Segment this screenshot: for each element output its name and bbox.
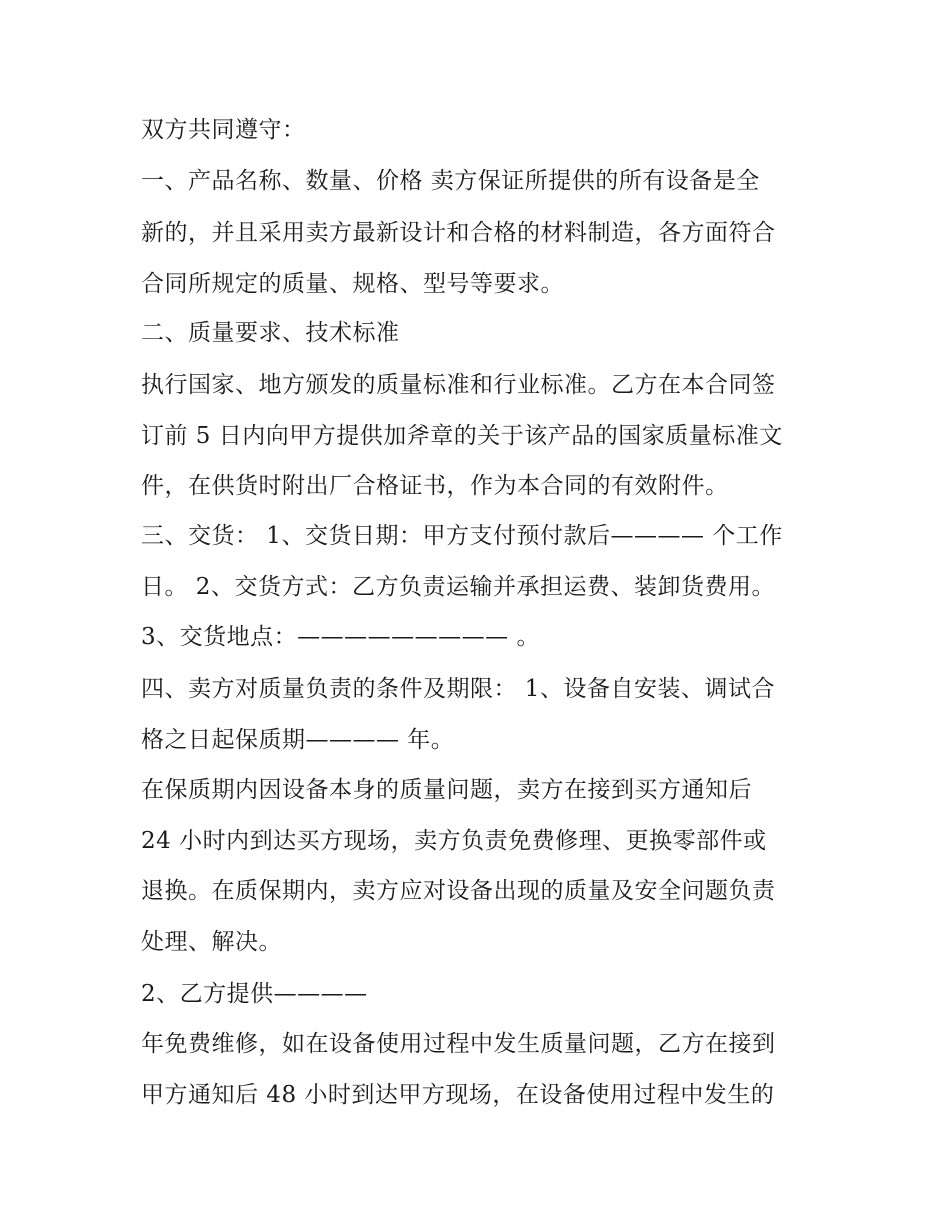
text-line: 2、乙方提供———— xyxy=(141,981,368,1007)
text-line: 在保质期内因设备本身的质量问题，卖方在接到买方通知后 xyxy=(141,777,752,803)
text-line-section-2-heading: 二、质量要求、技术标准 xyxy=(141,320,400,346)
text-line: 格之日起保质期———— 年。 xyxy=(141,727,455,753)
text-line: 3、交货地点：————————— 。 xyxy=(141,624,540,650)
text-line: 24 小时内到达买方现场，卖方负责免费修理、更换零部件或 xyxy=(141,828,767,854)
text-line: 甲方通知后 48 小时到达甲方现场，在设备使用过程中发生的 xyxy=(141,1082,775,1108)
text-line-section-4-heading: 四、卖方对质量负责的条件及期限： 1、设备自安装、调试合 xyxy=(141,676,775,702)
text-line: 件，在供货时附出厂合格证书，作为本合同的有效附件。 xyxy=(141,473,729,499)
text-line: 新的，并且采用卖方最新设计和合格的材料制造，各方面符合 xyxy=(141,220,776,246)
text-line-section-1-heading: 一、产品名称、数量、价格 卖方保证所提供的所有设备是全 xyxy=(141,168,760,194)
text-line: 执行国家、地方颁发的质量标准和行业标准。乙方在本合同签 xyxy=(141,372,776,398)
text-line-intro: 双方共同遵守： xyxy=(141,117,306,143)
text-line: 年免费维修，如在设备使用过程中发生质量问题，乙方在接到 xyxy=(141,1031,776,1057)
text-line: 退换。在质保期内，卖方应对设备出现的质量及安全问题负责 xyxy=(141,878,776,904)
text-line: 合同所规定的质量、规格、型号等要求。 xyxy=(141,271,564,297)
text-line-section-3-heading: 三、交货： 1、交货日期：甲方支付预付款后———— 个工作 xyxy=(141,523,783,549)
text-line: 处理、解决。 xyxy=(141,929,282,955)
text-line: 日。 2、交货方式：乙方负责运输并承担运费、装卸货费用。 xyxy=(141,574,775,600)
text-line: 订前 5 日内向甲方提供加斧章的关于该产品的国家质量标准文 xyxy=(141,423,783,449)
